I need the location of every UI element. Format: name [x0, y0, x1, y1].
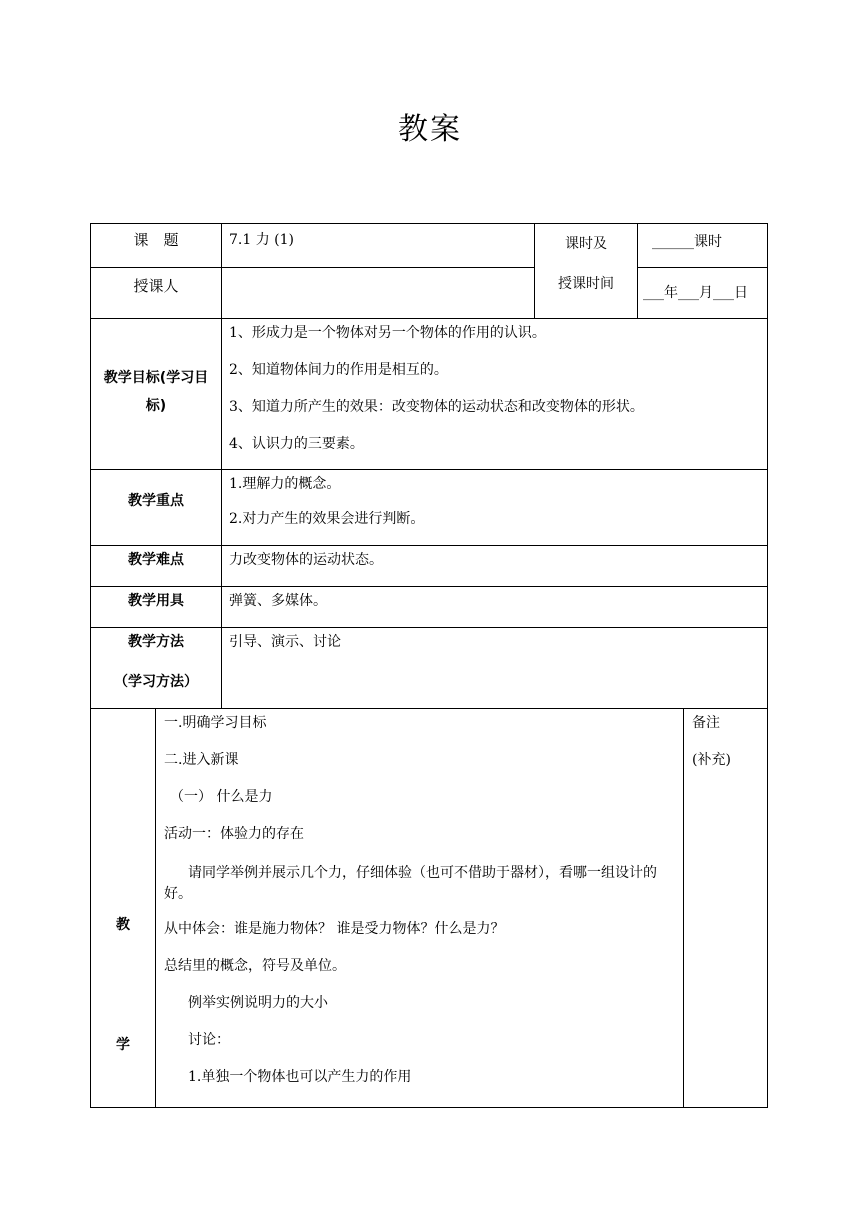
topic-value: 7.1 力 (1)	[229, 232, 294, 248]
difficulty-value: 力改变物体的运动状态。	[229, 552, 383, 568]
goal-item: 1、形成力是一个物体对另一个物体的作用的认识。	[229, 325, 546, 341]
notes-sublabel: (补充)	[692, 752, 731, 768]
key-point-item: 1.理解力的概念。	[229, 476, 341, 492]
process-line: 1.单独一个物体也可以产生力的作用	[188, 1069, 412, 1085]
methods-sublabel: （学习方法）	[114, 674, 198, 690]
key-point-item: 2.对力产生的效果会进行判断。	[229, 511, 425, 527]
methods-value: 引导、演示、讨论	[229, 634, 341, 650]
process-line: 讨论：	[188, 1032, 230, 1048]
date-value: ___年___月___日	[643, 285, 748, 301]
process-side-label-1: 教	[116, 917, 130, 933]
key-points-list	[229, 474, 764, 544]
process-line: （一） 什么是力	[170, 789, 273, 805]
process-line: 二.进入新课	[164, 752, 239, 768]
methods-label: 教学方法	[128, 634, 184, 650]
document-title: 教案	[398, 112, 462, 147]
teacher-label: 授课人	[133, 277, 179, 295]
process-line: 例举实例说明力的大小	[188, 995, 328, 1011]
process-line: 一.明确学习目标	[164, 715, 267, 731]
process-line: 从中体会：谁是施力物体？ 谁是受力物体？什么是力？	[164, 921, 505, 937]
difficulty-label: 教学难点	[128, 552, 184, 568]
process-line: 请同学举例并展示几个力，仔细体验（也可不借助于器材），看哪一组设计的好。	[164, 865, 657, 902]
period-label-line-1: 课时及	[565, 236, 607, 252]
notes-label: 备注	[692, 715, 720, 731]
goals-label: 教学目标(学习目标)	[103, 370, 209, 414]
process-line: 总结里的概念，符号及单位。	[164, 958, 346, 974]
period-label-line-2: 授课时间	[558, 276, 614, 292]
topic-label: 课 题	[133, 231, 179, 249]
goal-item: 4、认识力的三要素。	[229, 436, 364, 452]
key-points-label: 教学重点	[128, 493, 184, 509]
tools-value: 弹簧、多媒体。	[229, 593, 327, 609]
tools-label: 教学用具	[128, 593, 184, 609]
period-value: ______课时	[652, 234, 722, 250]
goal-item: 3、知道力所产生的效果：改变物体的运动状态和改变物体的形状。	[229, 399, 644, 415]
goals-list	[229, 323, 764, 471]
process-side-label-2: 学	[116, 1037, 130, 1053]
process-content	[164, 713, 676, 1104]
process-line: 活动一：体验力的存在	[164, 826, 304, 842]
goal-item: 2、知道物体间力的作用是相互的。	[229, 362, 448, 378]
